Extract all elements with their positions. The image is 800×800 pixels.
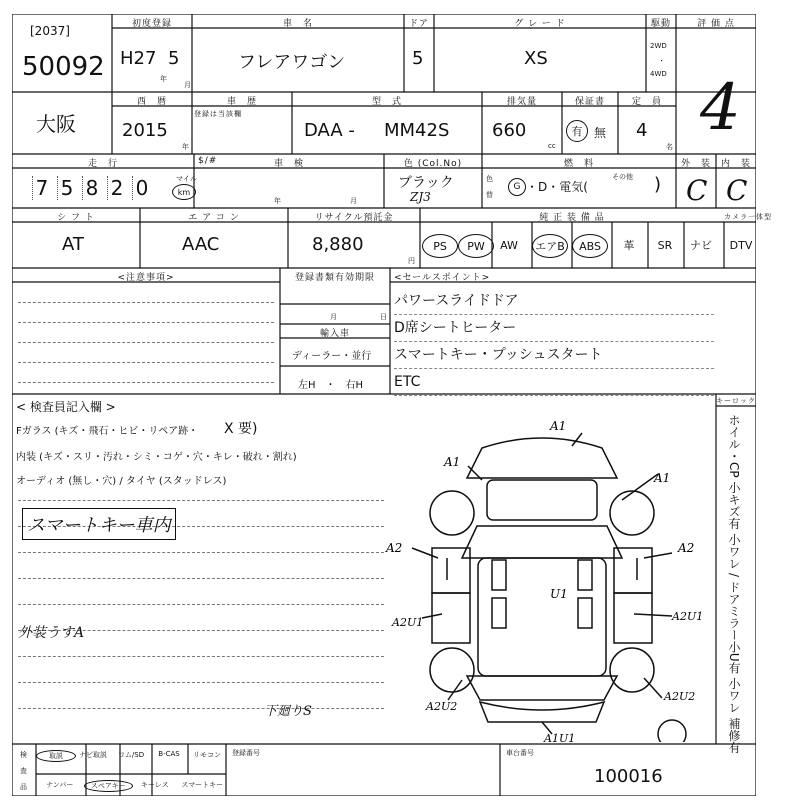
mark-left-bottom: A2U2	[426, 700, 458, 713]
pillar-left-2	[492, 598, 506, 628]
reg-number-label: 登録番号	[232, 749, 260, 757]
footer-items-row2	[36, 774, 226, 796]
arrow-front	[572, 433, 582, 446]
door-label: ドア	[409, 19, 429, 29]
wheel-front-right	[610, 491, 654, 535]
key-lock-label: キーロック	[716, 397, 756, 405]
sales-point: ETC	[394, 369, 714, 396]
dealer-option: ディーラー・並行	[292, 351, 372, 362]
mileage-unit-km-circled: km	[172, 184, 196, 200]
equipment-2: PW	[458, 234, 494, 258]
marker-circle	[658, 720, 686, 742]
handwritten-smart-key: スマートキー車内	[22, 508, 176, 540]
year-label: 西 暦	[136, 97, 167, 107]
footer-item: 取説	[36, 750, 76, 762]
warranty-yes-circled: 有	[566, 120, 588, 142]
reg-year-unit: 年	[160, 75, 167, 83]
mark-left-rear: A2U1	[392, 616, 424, 629]
score-label: 評 価 点	[697, 19, 735, 29]
warranty-label: 保証書	[574, 97, 605, 107]
footer-char-3: 品	[20, 783, 27, 791]
warranty-no: 無	[594, 126, 607, 140]
hood	[487, 480, 597, 520]
pillar-right-1	[578, 560, 592, 590]
ac-label: エ ア コ ン	[188, 213, 240, 223]
front-bumper	[467, 438, 617, 478]
sales-point: スマートキー・プッシュスタート	[394, 342, 714, 369]
drive-dot: ・	[658, 57, 665, 65]
shift: AT	[62, 234, 84, 255]
fuel-other: その他	[612, 173, 633, 181]
mark-right-mid: A2	[678, 541, 695, 555]
audio-line: オーディオ (無し・穴) / タイヤ (スタッドレス)	[16, 476, 227, 487]
door-count: 5	[412, 48, 424, 69]
mark-front: A1	[550, 419, 567, 433]
recycle-fee: 8,880	[312, 234, 364, 255]
cc-label: 排気量	[506, 97, 537, 107]
mileage-digit: 5	[57, 176, 76, 200]
equipment-4: エアB	[532, 234, 568, 258]
capacity-unit: 名	[666, 143, 673, 151]
door-rear-left	[432, 593, 470, 643]
color-mark-top: 色	[486, 175, 493, 183]
capacity-label: 定 員	[631, 97, 662, 107]
camera-label: カメラ一体型	[724, 213, 772, 221]
arrow-right-mid	[644, 553, 672, 558]
footer-item: ナビ取説	[79, 751, 107, 759]
arrow-front-right	[622, 474, 658, 500]
inspection-label: 車 検	[273, 159, 304, 169]
footer-items-row1	[36, 744, 226, 774]
footer-item: スマートキー	[181, 781, 224, 789]
region: 大阪	[36, 112, 76, 136]
wheel-rear-right	[610, 648, 654, 692]
footer-item: キーレス	[140, 781, 169, 789]
reg-month: 5	[168, 48, 180, 69]
unit-mark: $/#	[198, 156, 218, 166]
fuel-gas-circled: G	[508, 178, 526, 196]
car-name: フレアワゴン	[238, 52, 346, 73]
glass-mark: X 要)	[224, 421, 258, 437]
mark-rear: A1U1	[544, 732, 576, 742]
arrow-left-mid	[412, 548, 438, 558]
footer-item: ナンバー	[46, 781, 74, 789]
history-sub: 登録は当該欄	[194, 110, 242, 118]
equipment-5: ABS	[572, 234, 608, 258]
lot-code: [2037]	[30, 24, 70, 38]
fuel-label: 燃 料	[563, 159, 594, 169]
equipment-1: PS	[422, 234, 458, 258]
chassis-label: 車台番号	[506, 749, 534, 757]
pillar-right-2	[578, 598, 592, 628]
color-handwritten: ZJ3	[410, 190, 431, 204]
wheel-rear-left	[430, 648, 474, 692]
model-year: 2015	[122, 120, 168, 141]
chassis-number: 100016	[594, 766, 663, 787]
mark-roof: U1	[550, 587, 568, 601]
sales-label: <セールスポイント>	[394, 273, 491, 283]
mark-left-mid: A2	[386, 541, 403, 555]
sales-point: パワースライドドア	[394, 288, 714, 315]
color-name: ブラック	[398, 175, 454, 191]
recycle-label: リサイクル預託金	[314, 213, 394, 223]
cc-unit: cc	[548, 142, 556, 150]
auction-sheet	[12, 14, 772, 796]
exterior-label: 外 装	[680, 159, 711, 169]
capacity: 4	[636, 120, 648, 141]
roof	[478, 558, 606, 676]
arrow-right-rear	[634, 614, 672, 616]
side-notes: ホイル・CP 小キズ有 小ワレ / ドアミラー小U有 小ワレ 補修有	[727, 414, 741, 754]
mileage-digits	[32, 176, 151, 200]
fuel-options: ・D・電気(	[526, 180, 588, 194]
model-code: MM42S	[384, 120, 450, 141]
steering-option: 左H ・ 右H	[298, 380, 364, 391]
model-label: 型 式	[371, 97, 402, 107]
mileage-unit-mile: マイル	[176, 175, 197, 183]
score-value: 4	[700, 71, 741, 145]
sales-points	[394, 288, 714, 396]
lot-number: 50092	[22, 52, 105, 82]
footer-char-2: 査	[20, 767, 27, 775]
wheel-front-left	[430, 491, 474, 535]
mileage-label: 走 行	[87, 159, 118, 169]
car-damage-diagram	[382, 408, 712, 742]
equipment-3: AW	[500, 238, 518, 252]
glass-line: Fガラス (キズ・飛石・ヒビ・リペア跡・	[16, 426, 199, 437]
mileage-digit: 8	[82, 176, 101, 200]
rear-bumper	[480, 702, 604, 722]
mark-right-bottom: A2U2	[664, 690, 696, 703]
inspector-label: < 検査員記入欄 >	[16, 400, 116, 414]
car-name-label: 車 名	[282, 19, 313, 29]
footer-char-1: 検	[20, 751, 27, 759]
drive-label: 駆動	[650, 19, 671, 29]
mark-front-left: A1	[444, 455, 461, 469]
expiry-day: 日	[380, 313, 387, 321]
import-label: 輸入車	[319, 329, 350, 339]
equipment-9: DTV	[729, 238, 753, 252]
footer-item: ロム/SD	[117, 751, 145, 759]
door-rear-right	[614, 593, 652, 643]
reg-era: H27	[120, 48, 157, 69]
pillar-left-1	[492, 560, 506, 590]
expiry-month: 月	[330, 313, 337, 321]
mileage-digit: 0	[132, 176, 151, 200]
model-year-unit: 年	[182, 143, 189, 151]
mark-front-right: A1	[654, 471, 671, 485]
handwritten-exterior: 外装うすA	[18, 625, 85, 641]
mileage-digit: 7	[32, 176, 51, 200]
equipment-7: SR	[657, 238, 673, 252]
grade-label: グ レ ー ド	[514, 19, 566, 29]
first-reg-label: 初度登録	[131, 19, 172, 29]
model-prefix: DAA -	[304, 120, 355, 141]
mileage-digit: 2	[107, 176, 126, 200]
expiry-label: 登録書類有効期限	[294, 273, 375, 283]
drive-2wd: 2WD	[650, 42, 667, 50]
fuel-close: )	[654, 174, 662, 195]
color-mark-bottom: 替	[486, 191, 493, 199]
history-label: 車 歴	[226, 97, 257, 107]
windshield	[462, 526, 622, 558]
interior-line: 内装 (キズ・スリ・汚れ・シミ・コゲ・穴・キレ・破れ・割れ)	[16, 452, 297, 463]
footer-item: リモコン	[193, 751, 221, 759]
grade: XS	[524, 48, 548, 69]
mark-right-rear: A2U1	[672, 610, 704, 623]
inspection-month: 月	[350, 197, 357, 205]
notes-label: <注意事項>	[117, 273, 175, 283]
sales-point: D席シートヒーター	[394, 315, 714, 342]
equipment-label: 純 正 装 備 品	[539, 213, 605, 223]
color-label: 色 (Col.No)	[403, 159, 463, 169]
interior-label: 内 装	[720, 159, 751, 169]
equipment-row	[420, 222, 756, 268]
displacement: 660	[492, 120, 527, 141]
exterior-grade: C	[686, 174, 708, 207]
air-conditioner: AAC	[182, 234, 220, 255]
handwritten-underside: 下廻りS	[264, 704, 312, 719]
footer-item: B-CAS	[158, 750, 180, 758]
rear-window	[467, 676, 617, 700]
shift-label: シ フ ト	[57, 213, 95, 223]
interior-grade: C	[726, 174, 748, 207]
footer-item: スペアキー	[84, 780, 134, 792]
inspection-year: 年	[274, 197, 281, 205]
equipment-6: 革	[623, 239, 635, 252]
reg-month-unit: 月	[184, 81, 191, 89]
yen-unit: 円	[408, 257, 415, 265]
drive-4wd: 4WD	[650, 70, 667, 78]
equipment-8: ナビ	[690, 239, 712, 252]
arrow-right-bottom	[644, 678, 662, 698]
